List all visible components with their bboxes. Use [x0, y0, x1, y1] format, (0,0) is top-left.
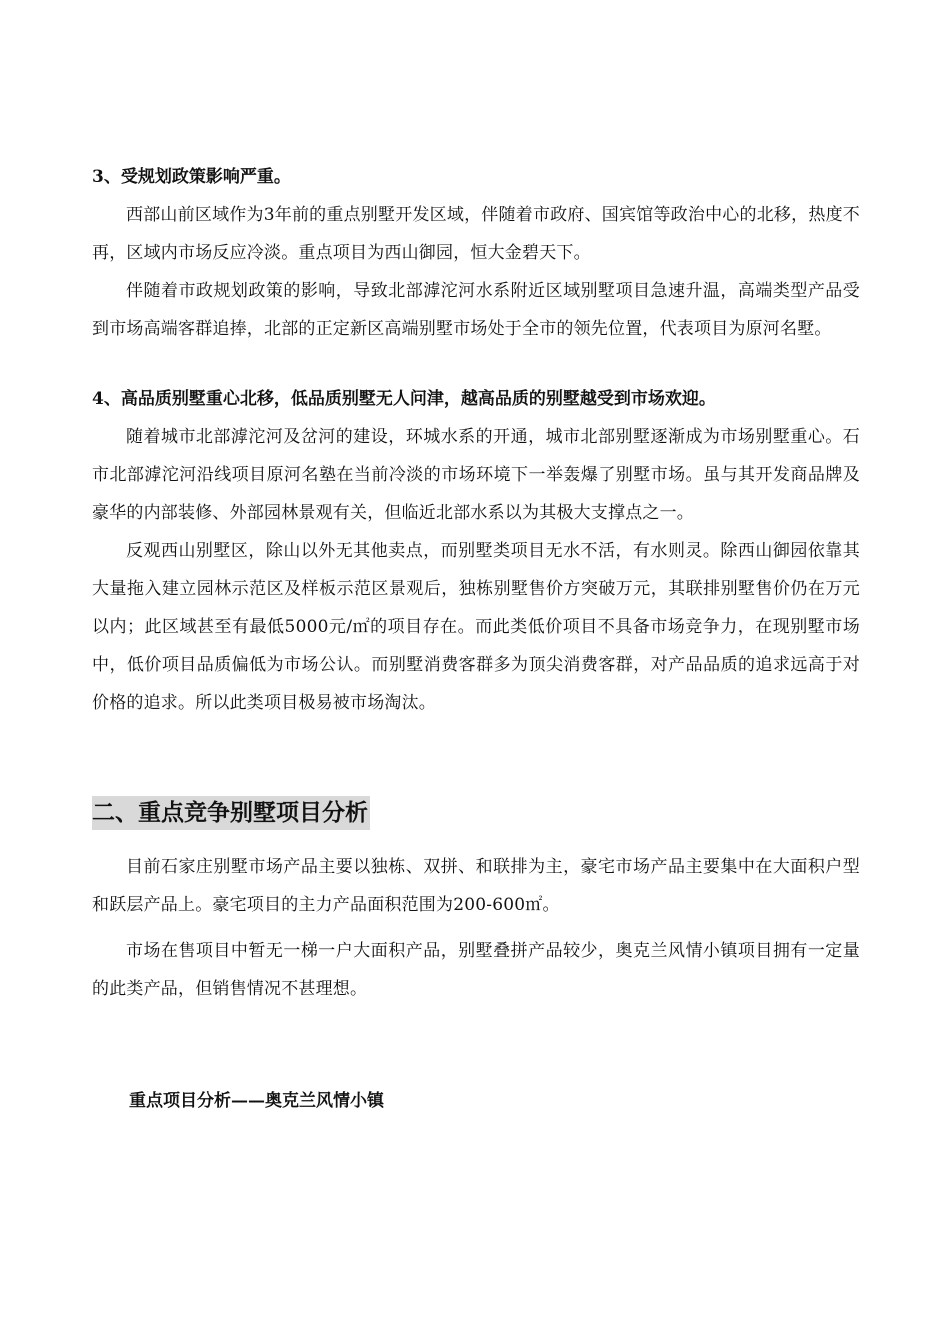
spacer: [92, 830, 860, 848]
spacer: [92, 722, 860, 796]
section-3-paragraph-2: 伴随着市政规划政策的影响，导致北部滹沱河水系附近区域别墅项目急速升温，高端类型产品受到市场高端客群追捧，北部的正定新区高端别墅市场处于全市的领先位置，代表项目为原河名墅。: [92, 281, 860, 339]
section-3-heading: 3、受规划政策影响严重。: [92, 167, 291, 187]
section-3-paragraph-1: 西部山前区域作为3年前的重点别墅开发区域，伴随着市政府、国宾馆等政治中心的北移，热度不再，区域内市场反应冷淡。重点项目为西山御园，恒大金碧天下。: [92, 205, 860, 263]
section-4-heading: 4、高品质别墅重心北移，低品质别墅无人问津，越高品质的别墅越受到市场欢迎。: [92, 389, 716, 409]
key-project-subheading: 重点项目分析——奥克兰风情小镇: [129, 1091, 384, 1111]
spacer: [92, 348, 860, 380]
spacer: [92, 1008, 860, 1082]
part-2-paragraph-2: 市场在售项目中暂无一梯一户大面积产品，别墅叠拼产品较少，奥克兰风情小镇项目拥有一定量的此类产品，但销售情况不甚理想。: [92, 941, 860, 999]
spacer: [92, 924, 860, 932]
section-4-paragraph-2: 反观西山别墅区，除山以外无其他卖点，而别墅类项目无水不活，有水则灵。除西山御园依靠其大量拖入建立园林示范区及样板示范区景观后，独栋别墅售价方突破万元，其联排别墅售价仍在万元以内；此区域甚至有最低5000元/㎡的项目存在。而此类低价项目不具备市场竞争力，在现别墅市场中，低价项目品质偏低为市场公认。而别墅消费客群多为顶尖消费客群，对产品品质的追求远高于对价格的追求。所以此类项目极易被市场淘汰。: [92, 541, 860, 713]
part-2-heading: 二、重点竞争别墅项目分析: [92, 796, 370, 830]
document-body: [92, 158, 860, 1120]
section-4-paragraph-1: 随着城市北部滹沱河及岔河的建设，环城水系的开通，城市北部别墅逐渐成为市场别墅重心。石市北部滹沱河沿线项目原河名塾在当前冷淡的市场环境下一举轰爆了别墅市场。虽与其开发商品牌及豪华的内部装修、外部园林景观有关，但临近北部水系以为其极大支撑点之一。: [92, 427, 860, 523]
part-2-paragraph-1: 目前石家庄别墅市场产品主要以独栋、双拼、和联排为主，豪宅市场产品主要集中在大面积户型和跃层产品上。豪宅项目的主力产品面积范围为200-600㎡。: [92, 857, 860, 915]
